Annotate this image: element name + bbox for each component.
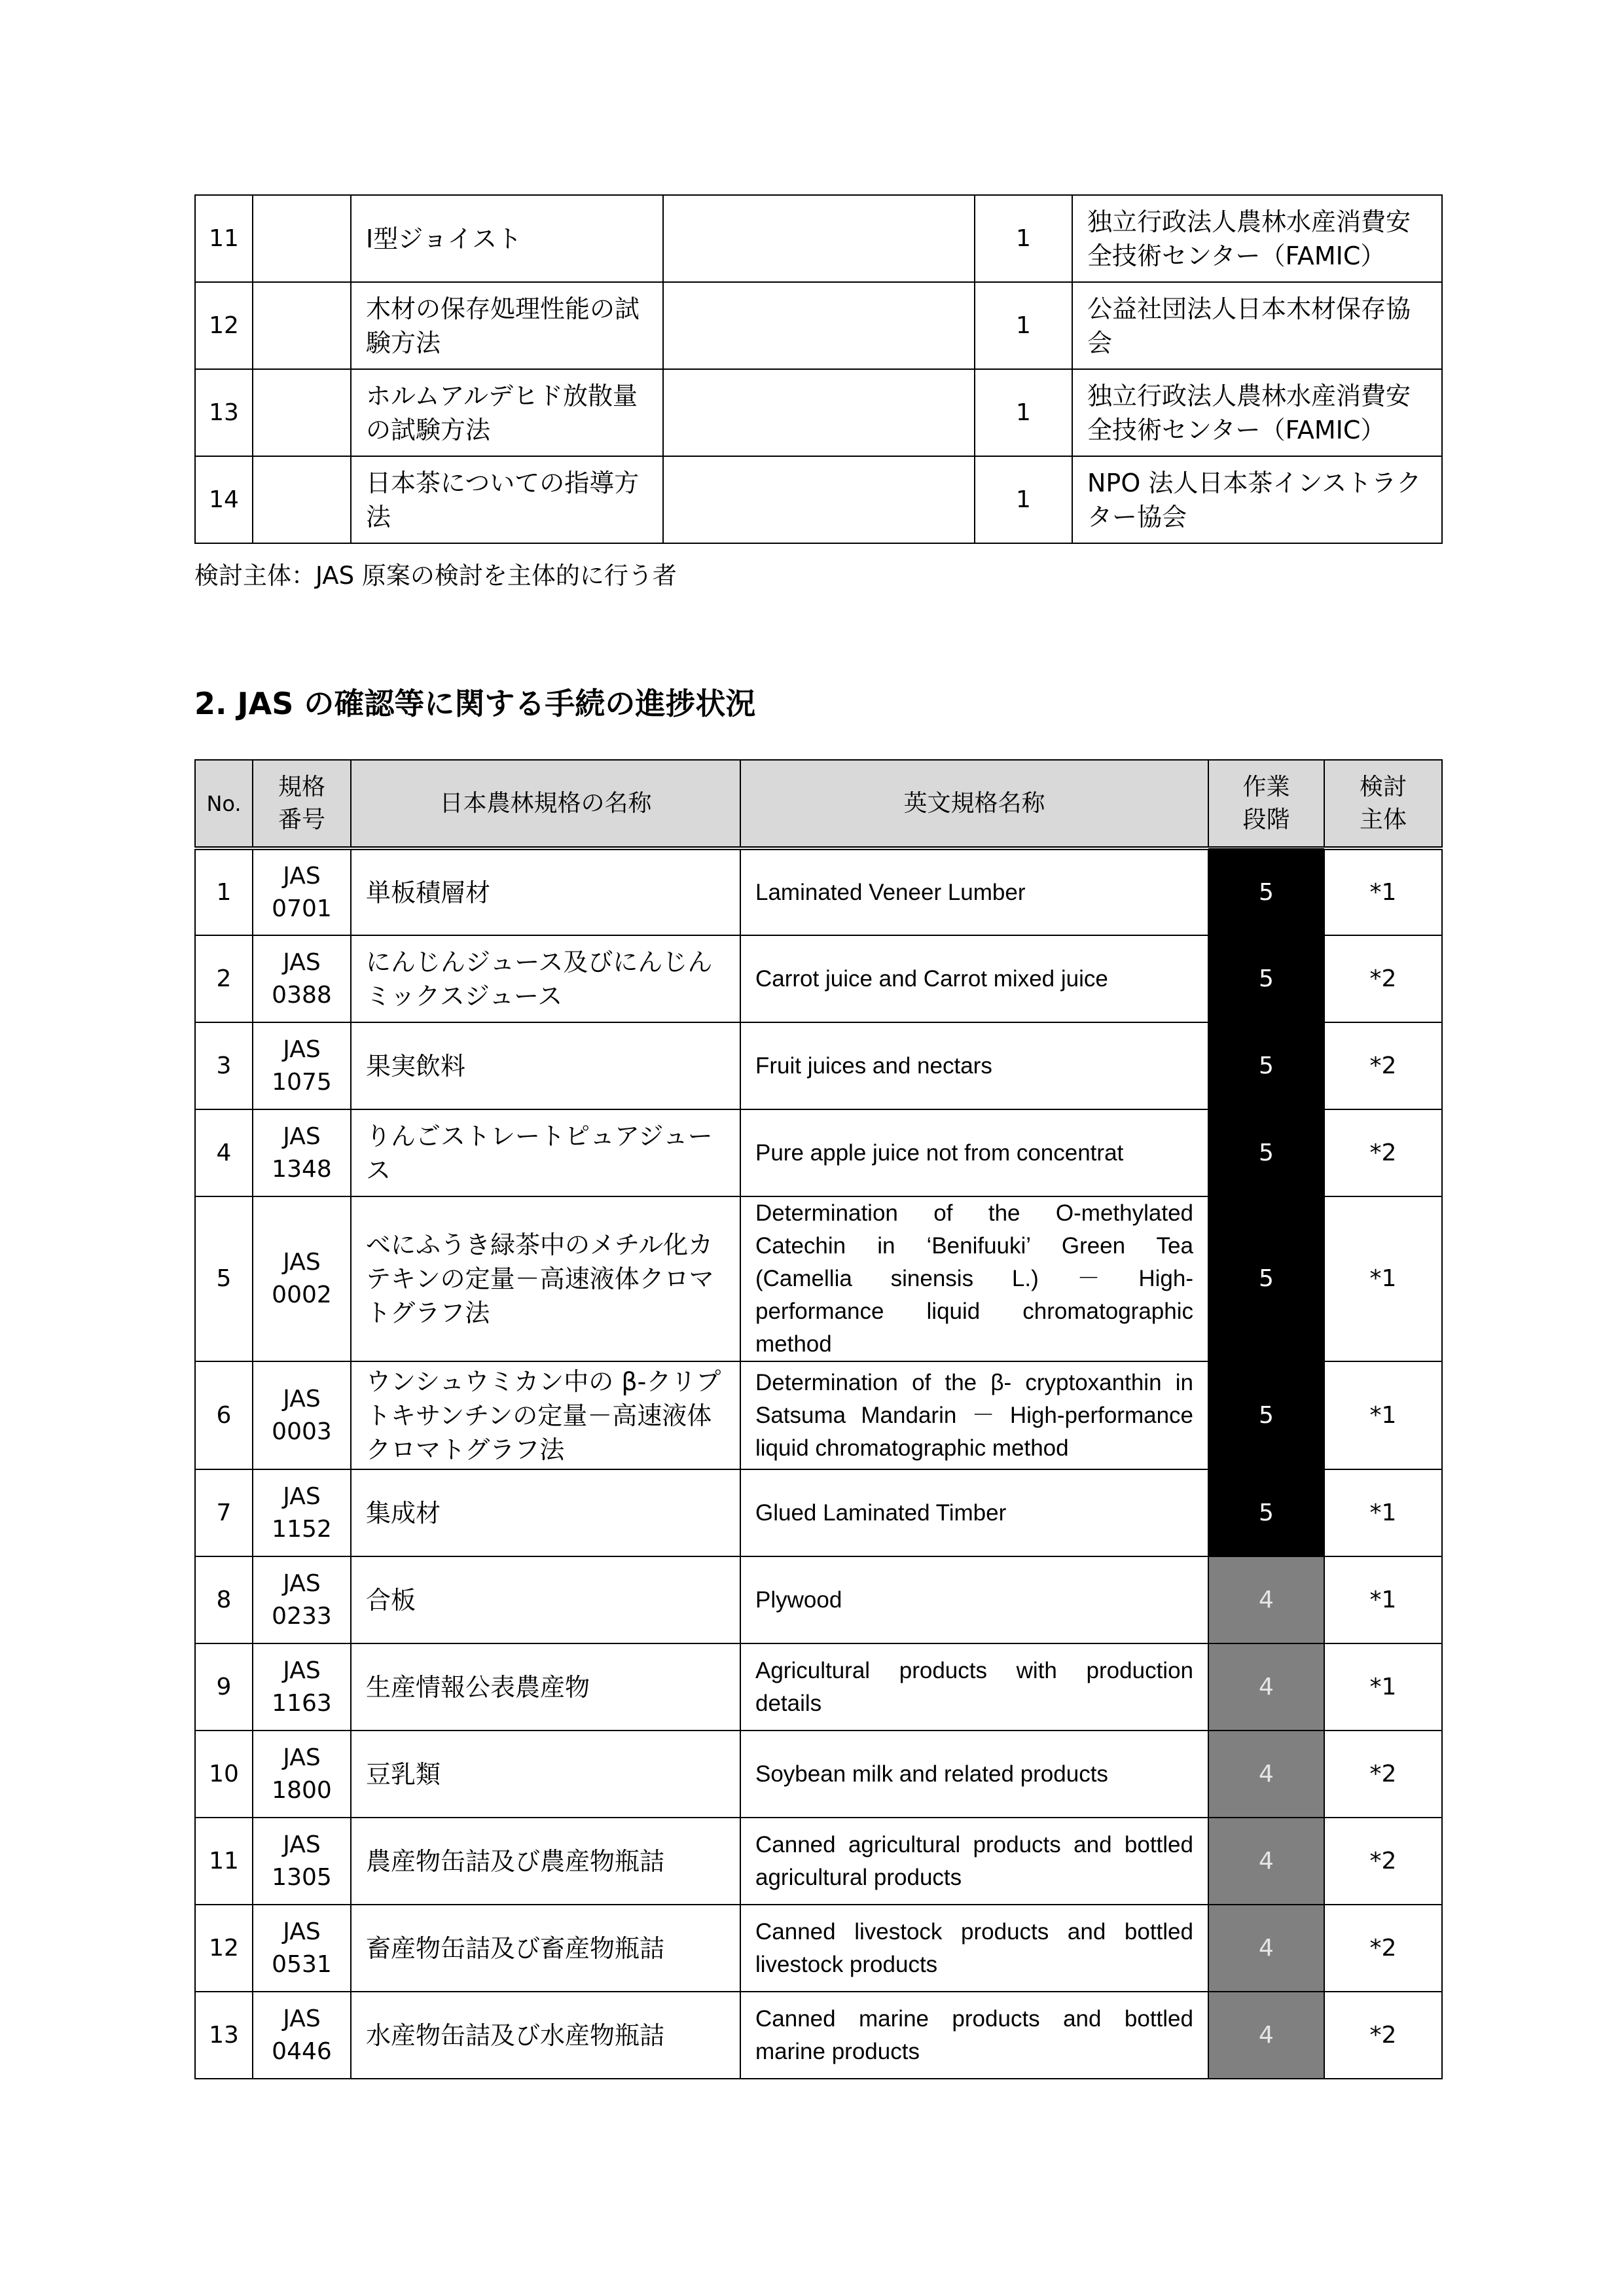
standard-name-en: Pure apple juice not from concentrat: [740, 1109, 1208, 1196]
work-stage: 5: [1208, 1196, 1324, 1361]
review-body: *2: [1324, 1731, 1442, 1818]
count-value: 1: [975, 195, 1072, 282]
review-body: *2: [1324, 1905, 1442, 1992]
row-number: 12: [195, 282, 253, 369]
standard-name-en: Agricultural products with production details: [740, 1643, 1208, 1731]
standard-name-en: Canned livestock products and bottled livestock products: [740, 1905, 1208, 1992]
review-body: *1: [1324, 1196, 1442, 1361]
row-number: 1: [195, 848, 253, 935]
standard-name-en: Soybean milk and related products: [740, 1731, 1208, 1818]
standard-name-ja: 合板: [351, 1556, 740, 1643]
blank-cell: [663, 369, 975, 456]
committee-row: [195, 195, 1442, 282]
work-stage: 4: [1208, 1731, 1324, 1818]
standard-code: JAS 0003: [272, 1385, 332, 1445]
work-stage: 5: [1208, 848, 1324, 935]
header-name-en: 英文規格名称: [903, 789, 1045, 817]
standard-name-ja: 豆乳類: [351, 1731, 740, 1818]
standard-name-en: Carrot juice and Carrot mixed juice: [740, 935, 1208, 1022]
standard-name-ja: 果実飲料: [351, 1022, 740, 1109]
standard-name: 日本茶についての指導方法: [351, 456, 663, 543]
standard-code: JAS 0002: [272, 1249, 332, 1308]
standard-code: JAS 1348: [272, 1122, 332, 1183]
standard-name-ja: 単板積層材: [351, 848, 740, 935]
work-stage: 5: [1208, 1109, 1324, 1196]
blank-cell: [253, 195, 351, 282]
section-heading: 2. JAS の確認等に関する手続の進捗状況: [194, 686, 756, 721]
standard-code: JAS 1163: [272, 1657, 332, 1717]
standard-name-ja: 水産物缶詰及び水産物瓶詰: [351, 1992, 740, 2079]
standard-code: JAS 1152: [272, 1482, 332, 1543]
row-number: 10: [195, 1731, 253, 1818]
header-code: 規格番号: [278, 773, 325, 833]
committee-row: [195, 456, 1442, 543]
row-number: 2: [195, 935, 253, 1022]
progress-row: [195, 1109, 1442, 1196]
progress-row: [195, 1992, 1442, 2079]
work-stage: 4: [1208, 1818, 1324, 1905]
standard-name-ja: りんごストレートピュアジュース: [351, 1109, 740, 1196]
row-number: 14: [195, 456, 253, 543]
standard-name-ja: 畜産物缶詰及び畜産物瓶詰: [351, 1905, 740, 1992]
row-number: 5: [195, 1196, 253, 1361]
blank-cell: [253, 456, 351, 543]
standard-name-ja: 集成材: [351, 1469, 740, 1556]
standard-name-en: Laminated Veneer Lumber: [740, 848, 1208, 935]
review-body: *2: [1324, 935, 1442, 1022]
header-no: No.: [206, 791, 242, 816]
committee-row: [195, 369, 1442, 456]
blank-cell: [253, 369, 351, 456]
standard-name-en: Canned agricultural products and bottled agricultural products: [740, 1818, 1208, 1905]
header-body: 検討主体: [1359, 773, 1407, 833]
count-value: 1: [975, 369, 1072, 456]
blank-cell: [663, 195, 975, 282]
row-number: 13: [195, 369, 253, 456]
header-no-cell: [195, 760, 253, 848]
standard-name-en: Plywood: [740, 1556, 1208, 1643]
standard-code: JAS 1800: [272, 1744, 332, 1804]
standard-code-cell: [253, 1361, 351, 1469]
standard-name-ja: べにふうき緑茶中のメチル化カテキンの定量－高速液体クロマトグラフ法: [351, 1196, 740, 1361]
work-stage: 5: [1208, 1022, 1324, 1109]
responsible-organization: 独立行政法人農林水産消費安全技術センター（FAMIC）: [1072, 369, 1442, 456]
standard-code-cell: [253, 848, 351, 935]
header-name-ja: 日本農林規格の名称: [439, 789, 652, 817]
standard-code: JAS 1305: [272, 1831, 332, 1891]
header-name-ja-cell: [351, 760, 740, 848]
progress-row: [195, 1905, 1442, 1992]
standard-name-en: Glued Laminated Timber: [740, 1469, 1208, 1556]
blank-cell: [663, 282, 975, 369]
responsible-organization: 公益社団法人日本木材保存協会: [1072, 282, 1442, 369]
jas-progress-table-body: [195, 848, 1442, 2079]
row-number: 9: [195, 1643, 253, 1731]
standard-code-cell: [253, 1992, 351, 2079]
standard-code-cell: [253, 1196, 351, 1361]
progress-row: [195, 1361, 1442, 1469]
progress-row: [195, 1643, 1442, 1731]
committee-table: [194, 194, 1443, 544]
responsible-organization: 独立行政法人農林水産消費安全技術センター（FAMIC）: [1072, 195, 1442, 282]
standard-code-cell: [253, 1818, 351, 1905]
standard-code-cell: [253, 1109, 351, 1196]
standard-code-cell: [253, 1022, 351, 1109]
row-number: 11: [195, 195, 253, 282]
row-number: 8: [195, 1556, 253, 1643]
work-stage: 4: [1208, 1992, 1324, 2079]
header-row: [195, 760, 1442, 848]
count-value: 1: [975, 456, 1072, 543]
jas-progress-table: [194, 759, 1443, 2079]
standard-code: JAS 1075: [272, 1035, 332, 1096]
review-body: *2: [1324, 1818, 1442, 1905]
work-stage: 5: [1208, 1469, 1324, 1556]
review-body: *1: [1324, 1556, 1442, 1643]
progress-row: [195, 1818, 1442, 1905]
standard-code: JAS 0531: [272, 1918, 332, 1978]
row-number: 11: [195, 1818, 253, 1905]
review-body: *2: [1324, 1022, 1442, 1109]
header-body-cell: [1324, 760, 1442, 848]
progress-row: [195, 935, 1442, 1022]
committee-row: [195, 282, 1442, 369]
progress-row: [195, 1196, 1442, 1361]
header-code-cell: [253, 760, 351, 848]
work-stage: 4: [1208, 1643, 1324, 1731]
row-number: 12: [195, 1905, 253, 1992]
standard-name: Ⅰ型ジョイスト: [351, 195, 663, 282]
row-number: 4: [195, 1109, 253, 1196]
standard-name-ja: にんじんジュース及びにんじんミックスジュース: [351, 935, 740, 1022]
work-stage: 4: [1208, 1905, 1324, 1992]
standard-code-cell: [253, 935, 351, 1022]
progress-row: [195, 1022, 1442, 1109]
progress-row: [195, 848, 1442, 935]
standard-name-en: Canned marine products and bottled marine products: [740, 1992, 1208, 2079]
standard-code: JAS 0233: [272, 1570, 332, 1630]
standard-name: ホルムアルデヒド放散量の試験方法: [351, 369, 663, 456]
header-name-en-cell: [740, 760, 1208, 848]
standard-name-en: Determination of the O-methylated Catechin in ‘Benifuuki’ Green Tea (Camellia sinensis L.) － High-performance liquid chromatographic method: [740, 1196, 1208, 1361]
review-body: *2: [1324, 1109, 1442, 1196]
blank-cell: [253, 282, 351, 369]
standard-code: JAS 0388: [272, 948, 332, 1009]
review-body: *1: [1324, 1643, 1442, 1731]
standard-code-cell: [253, 1556, 351, 1643]
responsible-organization: NPO 法人日本茶インストラクター協会: [1072, 456, 1442, 543]
standard-code-cell: [253, 1905, 351, 1992]
standard-name: 木材の保存処理性能の試験方法: [351, 282, 663, 369]
work-stage: 5: [1208, 935, 1324, 1022]
committee-table-body: [195, 195, 1442, 543]
review-body: *1: [1324, 1361, 1442, 1469]
header-stage-cell: [1208, 760, 1324, 848]
standard-code-cell: [253, 1731, 351, 1818]
progress-row: [195, 1556, 1442, 1643]
work-stage: 5: [1208, 1361, 1324, 1469]
review-body: *1: [1324, 1469, 1442, 1556]
progress-row: [195, 1469, 1442, 1556]
standard-code-cell: [253, 1469, 351, 1556]
row-number: 3: [195, 1022, 253, 1109]
standard-code-cell: [253, 1643, 351, 1731]
standard-code: JAS 0701: [272, 862, 332, 922]
standard-code: JAS 0446: [272, 2005, 332, 2065]
table-footnote: 検討主体：JAS 原案の検討を主体的に行う者: [194, 562, 677, 590]
standard-name-en: Fruit juices and nectars: [740, 1022, 1208, 1109]
count-value: 1: [975, 282, 1072, 369]
standard-name-ja: 農産物缶詰及び農産物瓶詰: [351, 1818, 740, 1905]
row-number: 6: [195, 1361, 253, 1469]
header-stage: 作業段階: [1242, 773, 1290, 833]
row-number: 7: [195, 1469, 253, 1556]
review-body: *2: [1324, 1992, 1442, 2079]
blank-cell: [663, 456, 975, 543]
work-stage: 4: [1208, 1556, 1324, 1643]
progress-row: [195, 1731, 1442, 1818]
review-body: *1: [1324, 848, 1442, 935]
row-number: 13: [195, 1992, 253, 2079]
standard-name-ja: 生産情報公表農産物: [351, 1643, 740, 1731]
standard-name-en: Determination of the β- cryptoxanthin in Satsuma Mandarin － High-performance liquid chromatographic method: [740, 1361, 1208, 1469]
standard-name-ja: ウンシュウミカン中の β-クリプトキサンチンの定量－高速液体クロマトグラフ法: [351, 1361, 740, 1469]
